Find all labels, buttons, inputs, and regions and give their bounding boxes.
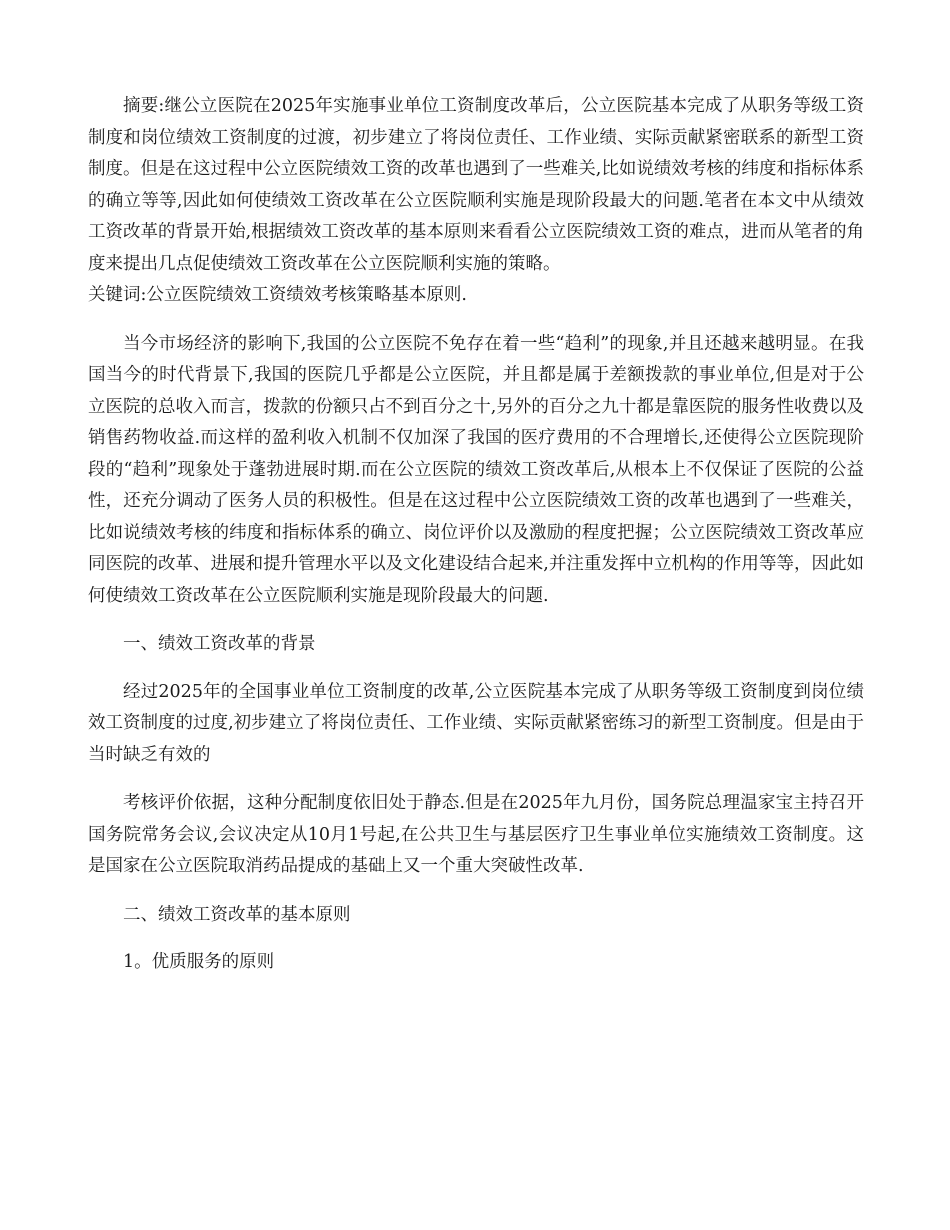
subsection-heading-quality-service: 1。优质服务的原则 [123,952,275,972]
section-heading-principles: 二、绩效工资改革的基本原则 [123,904,351,925]
document-page [88,91,864,979]
intro-paragraph: 当今市场经济的影响下,我国的公立医院不免存在着一些“趋利”的现象,并且还越来越明显。在我国当今的时代背景下,我国的医院几乎都是公立医院，并且都是属于差额拨款的事业单位,但是对于公立医院的总收入而言，拨款的份额只占不到百分之十,另外的百分之九十都是靠医院的服务性收费以及销售药物收益.而这样的盈利收入机制不仅加深了我国的医疗费用的不合理增长,还使得公立医院现阶段的“趋利”现象处于蓬勃进展时期.而在公立医院的绩效工资改革后,从根本上不仅保证了医院的公益性，还充分调动了医务人员的积极性。但是在这过程中公立医院绩效工资的改革也遇到了一些难关，比如说绩效考核的纬度和指标体系的确立、岗位评价以及激励的程度把握；公立医院绩效工资改革应同医院的改革、进展和提升管理水平以及文化建设结合起来,并注重发挥中立机构的作用等等，因此如何使绩效工资改革在公立医院顺利实施是现阶段最大的问题. [88,333,864,606]
background-paragraph-1: 经过2025年的全国事业单位工资制度的改革,公立医院基本完成了从职务等级工资制度到岗位绩效工资制度的过度,初步建立了将岗位责任、工作业绩、实际贡献紧密练习的新型工资制度。但是由于当时缺乏有效的 [88,681,864,765]
keywords-line: 关键词:公立医院绩效工资绩效考核策略基本原则. [88,285,467,305]
background-paragraph-2: 考核评价依据，这种分配制度依旧处于静态.但是在2025年九月份，国务院总理温家宝主持召开国务院常务会议,会议决定从10月1号起,在公共卫生与基层医疗卫生事业单位实施绩效工资制度。这是国家在公立医院取消药品提成的基础上又一个重大突破性改革. [88,793,864,876]
abstract-paragraph: 摘要:继公立医院在2025年实施事业单位工资制度改革后，公立医院基本完成了从职务等级工资制度和岗位绩效工资制度的过渡，初步建立了将岗位责任、工作业绩、实际贡献紧密联系的新型工资制度。但是在这过程中公立医院绩效工资的改革也遇到了一些难关,比如说绩效考核的纬度和指标体系的确立等等,因此如何使绩效工资改革在公立医院顺利实施是现阶段最大的问题.笔者在本文中从绩效工资改革的背景开始,根据绩效工资改革的基本原则来看看公立医院绩效工资的难点，进而从笔者的角度来提出几点促使绩效工资改革在公立医院顺利实施的策略。 [88,96,864,274]
section-heading-background: 一、绩效工资改革的背景 [123,634,316,654]
